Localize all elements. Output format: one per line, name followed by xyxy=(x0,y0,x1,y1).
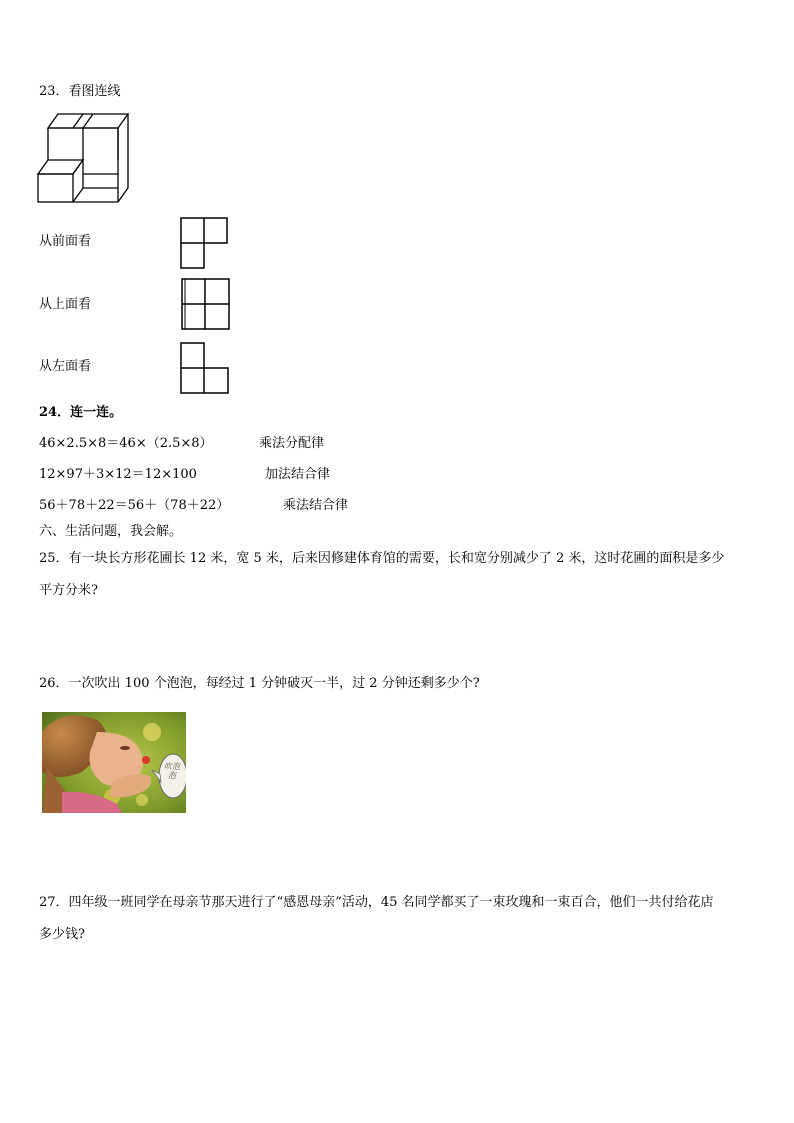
equation-1: 46×2.5×8＝46×（2.5×8） xyxy=(39,436,213,451)
law-2: 加法结合律 xyxy=(265,467,331,482)
view-diagram-front xyxy=(180,217,228,269)
view-label-front: 从前面看 xyxy=(39,234,92,249)
law-1: 乘法分配律 xyxy=(259,436,325,451)
q23-title: 23．看图连线 xyxy=(39,84,121,99)
girl-blowing-bubbles-photo xyxy=(42,712,186,813)
q26-text: 26．一次吹出 100 个泡泡，每经过 1 分钟破灭一半，过 2 分钟还剩多少个? xyxy=(39,676,480,691)
q25-line1: 25．有一块长方形花圃长 12 米，宽 5 米，后来因修建体育馆的需要，长和宽分别减少了 2 米，这时花圃的面积是多少 xyxy=(39,551,725,566)
q24-title: 24．连一连。 xyxy=(39,405,123,420)
bubble-label: 吹泡泡 xyxy=(164,762,180,780)
q27-line2: 多少钱? xyxy=(39,927,85,942)
view-diagram-left xyxy=(180,342,229,394)
view-diagram-top xyxy=(181,278,230,330)
equation-3: 56＋78＋22＝56＋（78＋22） xyxy=(39,498,230,513)
q25-line2: 平方分米? xyxy=(39,583,98,598)
equation-2: 12×97＋3×12＝12×100 xyxy=(39,467,197,482)
view-label-top: 从上面看 xyxy=(39,297,92,312)
section-6-title: 六、生活问题，我会解。 xyxy=(39,524,183,539)
view-label-left: 从左面看 xyxy=(39,359,92,374)
q27-line1: 27．四年级一班同学在母亲节那天进行了“感恩母亲”活动，45 名同学都买了一束玫瑰和一束百合，他们一共付给花店 xyxy=(39,895,714,910)
law-3: 乘法结合律 xyxy=(283,498,349,513)
cube-solid-figure xyxy=(38,108,130,208)
